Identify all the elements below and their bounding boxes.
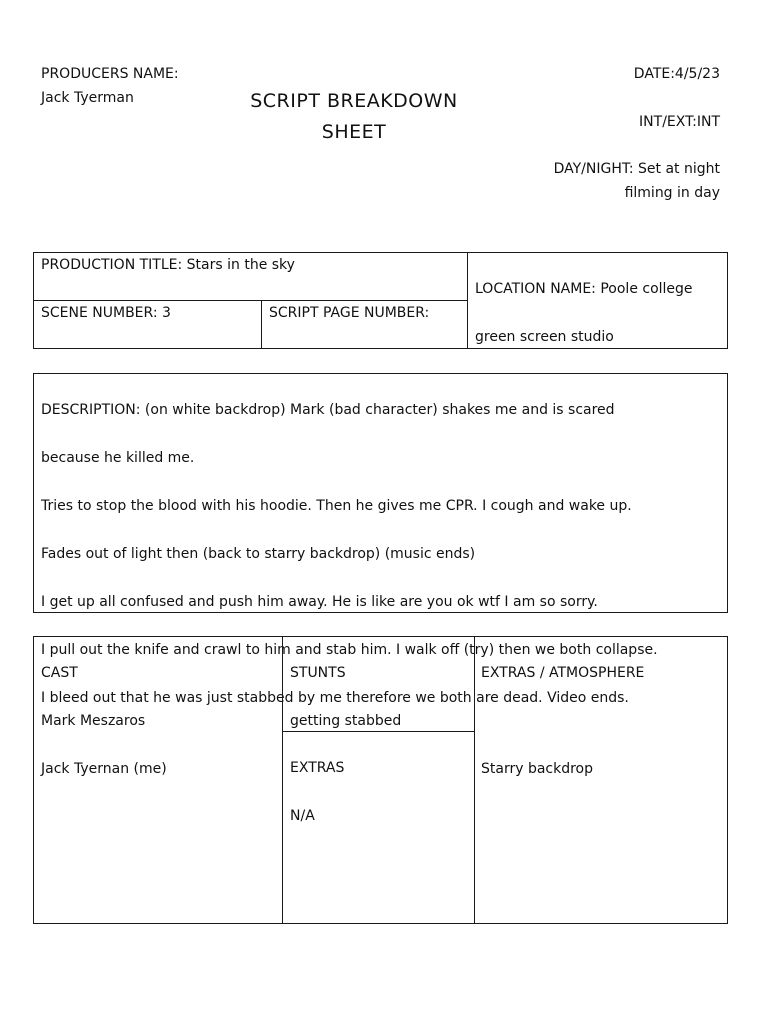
day-night-field	[554, 157, 720, 205]
cast-label: CAST	[41, 665, 78, 681]
description-line: Fades out of light then (back to starry backdrop) (music ends)	[41, 546, 476, 562]
date-field: DATE:4/5/23	[633, 66, 720, 82]
location-line-2: green screen studio	[475, 329, 614, 345]
sheet-title-line-1: SCRIPT BREAKDOWN	[250, 90, 458, 112]
day-night-line-1: DAY/NIGHT: Set at night	[553, 161, 720, 177]
atmosphere-value: Starry backdrop	[481, 761, 594, 777]
int-ext-field: INT/EXT:INT	[639, 114, 720, 130]
production-title: PRODUCTION TITLE: Stars in the sky	[41, 257, 295, 273]
stunts-label: STUNTS	[290, 665, 346, 681]
scene-divider-vertical	[261, 300, 262, 349]
sheet-title	[204, 86, 504, 148]
description-line: I get up all confused and push him away. He is like are you ok wtf I am so sorry.	[41, 594, 598, 610]
location-name	[475, 253, 693, 373]
description-line: Tries to stop the blood with his hoodie. Then he gives me CPR. I cough and wake up.	[41, 498, 632, 514]
cast-member: Jack Tyernan (me)	[41, 761, 167, 777]
producers-name: Jack Tyerman	[41, 90, 134, 106]
cast-divider	[282, 636, 283, 924]
scene-number: SCENE NUMBER: 3	[41, 305, 171, 321]
sheet-title-line-2: SHEET	[321, 121, 387, 143]
stunts-value: getting stabbed	[290, 713, 402, 729]
producers-label: PRODUCERS NAME:	[41, 66, 179, 82]
atmosphere-divider	[474, 636, 475, 924]
location-line-1: LOCATION NAME: Poole college	[475, 281, 693, 297]
description-line: I pull out the knife and crawl to him and stab him. I walk off (try) then we both collapse.	[41, 642, 658, 658]
extras-section	[290, 732, 344, 852]
extras-label: EXTRAS	[290, 760, 345, 776]
atmosphere-spacer	[481, 709, 644, 733]
script-page-number: SCRIPT PAGE NUMBER:	[269, 305, 430, 321]
atmosphere-section	[481, 637, 644, 805]
day-night-line-2: filming in day	[624, 185, 720, 201]
cast-member: Mark Meszaros	[41, 713, 146, 729]
extras-value: N/A	[290, 808, 315, 824]
description-line: because he killed me.	[41, 450, 195, 466]
cast-section	[41, 637, 167, 805]
description-line: DESCRIPTION: (on white backdrop) Mark (bad character) shakes me and is scared	[41, 402, 615, 418]
atmosphere-label: EXTRAS / ATMOSPHERE	[481, 665, 645, 681]
description-line: I bleed out that he was just stabbed by me therefore we both are dead. Video ends.	[41, 690, 629, 706]
